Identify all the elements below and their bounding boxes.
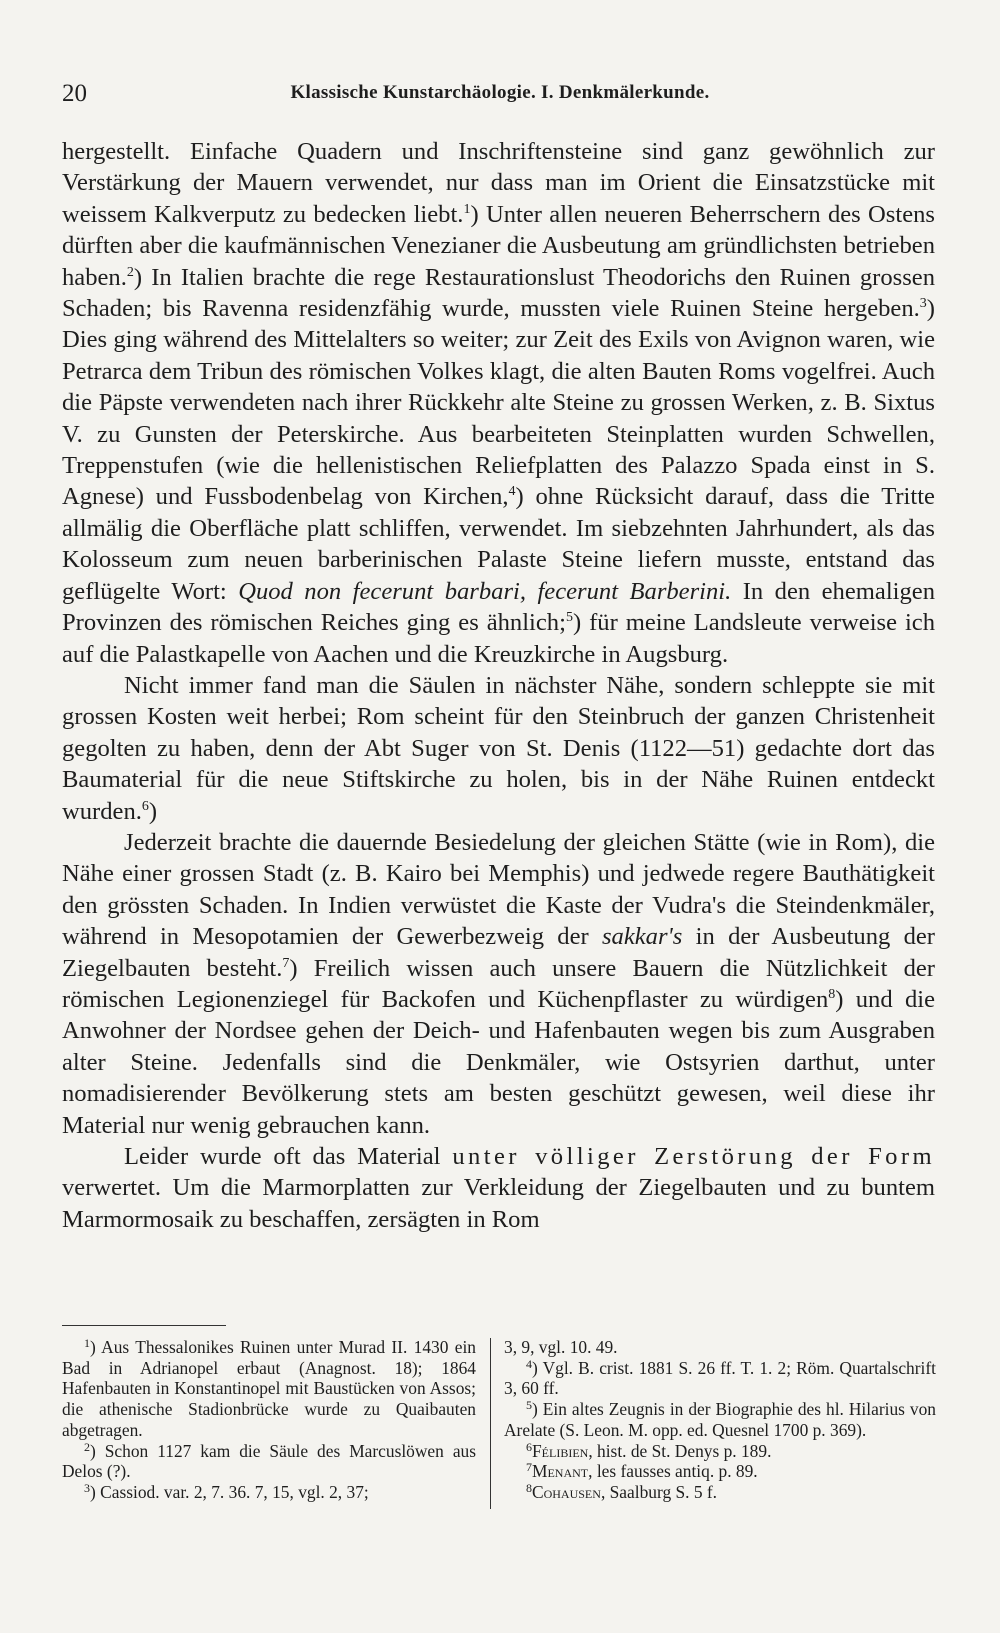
- footnote-2: [62, 1441, 476, 1482]
- text-run: verwertet. Um die Marmorplatten zur Verkleidung der Ziegelbauten und zu buntem Marmormosaik zu beschaffen, zersägten in Rom: [62, 1174, 935, 1233]
- text-run: Leider wurde oft das Material: [124, 1143, 453, 1170]
- footnote-mark: 7: [526, 1460, 532, 1475]
- footnote-text: ) Aus Thessalonikes Ruinen unter Murad II. 1430 ein Bad in Adrianopel erbaut (Anagnost. 18); 1864 Hafenbauten in Konstantinopel mit Baustücken von Assos; die athenische Stadionbrücke wurde zu Quaibauten abgetragen.: [62, 1337, 476, 1440]
- footnote-ref[interactable]: 1: [463, 201, 471, 217]
- footnote-7: [504, 1461, 936, 1482]
- footnote-ref[interactable]: 5: [565, 610, 573, 626]
- spaced-emphasis: unter völliger Zerstörung der Form: [452, 1143, 935, 1170]
- text-run: ) Dies ging während des Mittelalters so weiter; zur Zeit des Exils von Avignon waren, wie Petrarca dem Tribun des römischen Volkes klagt, die alten Bauten Roms vogelfrei. Auch die Päpste verwendeten nach ihrer Rückkehr alte Steine zu grossen Werken, z. B. Sixtus V. zu Gunsten der Peterskirche. Aus bearbeiteten Steinplatten wurden Schwellen, Treppenstufen (wie die hellenistischen Reliefplatten des Palazzo Spada einst in S. Agnese) und Fussbodenbelag von Kirchen,: [62, 295, 935, 511]
- text-run: ) Freilich wissen auch unsere Bauern die Nützlichkeit der römischen Legionenziegel für Backofen und Küchenpflaster zu würdigen: [62, 954, 935, 1013]
- footnote-ref[interactable]: 8: [828, 986, 836, 1002]
- text-run: ) Unter allen neueren Beherrschern des Ostens dürften aber die kaufmännischen Venezianer die Ausbeutung am gründlichsten betrieben haben.: [62, 200, 935, 291]
- latin-quote: Quod non fecerunt barbari, fecerunt Barberini.: [238, 577, 732, 605]
- footnote-column-divider: [490, 1338, 491, 1509]
- footnote-5: [504, 1399, 936, 1440]
- text-run: hergestellt. Einfache Quadern und Inschriftensteine sind ganz gewöhnlich zur Verstärkung der Mauern verwendet, nur dass man im Orient die Einsatzstücke mit weissem Kalkverputz zu bedecken liebt.: [62, 138, 935, 228]
- paragraph-3: [62, 827, 935, 1141]
- footnote-author: Menant: [532, 1461, 589, 1482]
- footnote-text: ) Schon 1127 kam die Säule des Marcuslöwen aus Delos (?).: [62, 1440, 476, 1482]
- footnotes-right-column: [504, 1337, 936, 1503]
- footnote-mark: 6: [526, 1439, 532, 1454]
- footnote-ref[interactable]: 6: [141, 798, 149, 814]
- text-run: Jederzeit brachte die dauernde Besiedelung der gleichen Stätte (wie in Rom), die Nähe einer grossen Stadt (z. B. Kairo bei Memphis) und jedwede regere Bauthätigkeit den grössten Schaden. In Indien verwüstet die Kaste der Vudra's die Steindenkmäler, während in Mesopotamien der Gewerbezweig der: [62, 828, 935, 951]
- text-run: ): [148, 797, 158, 825]
- footnote-6: [504, 1441, 936, 1462]
- page-number: 20: [62, 80, 87, 107]
- footnote-author: Cohausen: [532, 1481, 601, 1502]
- footnote-3: [62, 1482, 476, 1503]
- footnote-1: [62, 1337, 476, 1441]
- footnote-text: ) Cassiod. var. 2, 7. 36. 7, 15, vgl. 2, 37;: [90, 1481, 369, 1502]
- footnote-text: , les fausses antiq. p. 89.: [588, 1461, 758, 1482]
- header-title: Klassische Kunstarchäologie. I. Denkmälerkunde.: [290, 82, 710, 103]
- footnote-ref[interactable]: 2: [126, 264, 134, 280]
- footnote-text: ) Ein altes Zeugnis in der Biographie des hl. Hilarius von Arelate (S. Leon. M. opp. ed. Quesnel 1700 p. 369).: [504, 1399, 936, 1440]
- footnote-text: ) Vgl. B. crist. 1881 S. 26 ff. T. 1. 2; Röm. Quartalschrift 3, 60 ff.: [504, 1357, 936, 1399]
- text-run: ) und die Anwohner der Nordsee gehen der Deich- und Hafenbauten wegen bis zum Ausgraben alter Steine. Jedenfalls sind die Denkmäler, wie Ostsyrien darthut, unter nomadisierender Bevölkerung stets am besten geschützt gewesen, weil diese ihr Material nur wenig gebrauchen kann.: [62, 985, 935, 1139]
- paragraph-2: [62, 670, 935, 827]
- footnote-mark: 3: [84, 1480, 90, 1495]
- footnote-rule: [62, 1325, 226, 1326]
- text-run: Nicht immer fand man die Säulen in nächster Nähe, sondern schleppte sie mit grossen Kosten weit herbei; Rom scheint für den Steinbruch der ganzen Christenheit gegolten zu haben, denn der Abt Suger von St. Denis (1122—51) gedachte dort das Baumaterial für die neue Stiftskirche zu holen, bis in der Nähe Ruinen entdeckt wurden.: [62, 671, 935, 825]
- footnote-ref[interactable]: 4: [508, 484, 516, 500]
- text-run: ) In Italien brachte die rege Restaurationslust Theodorichs den Ruinen grossen Schaden; bis Ravenna residenzfähig wurde, mussten viele Ruinen Steine hergeben.: [62, 263, 935, 323]
- text-run: In den ehemaligen Provinzen des römischen Reiches ging es ähnlich;: [62, 577, 935, 637]
- text-run: ) für meine Landsleute verweise ich auf die Palastkapelle von Aachen und die Kreuzkirche in Augsburg.: [62, 609, 936, 668]
- footnote-author: Félibien: [532, 1440, 589, 1461]
- footnote-mark: 4: [526, 1356, 532, 1371]
- paragraph-4: [62, 1141, 935, 1235]
- main-text: [62, 136, 935, 1235]
- footnote-mark: 1: [84, 1336, 90, 1350]
- footnote-4: [504, 1358, 936, 1399]
- text-run: ) ohne Rücksicht darauf, dass die Tritte allmälig die Oberfläche platt schliffen, verwendet. Im siebzehnten Jahrhundert, als das Kolosseum zum neuen barberinischen Palaste Steine liefern musste, entstand das geflügelte Wort:: [62, 483, 935, 605]
- footnotes-left-column: [62, 1337, 476, 1503]
- running-head: [62, 80, 938, 116]
- footnote-mark: 2: [84, 1439, 90, 1454]
- footnote-8: [504, 1482, 936, 1503]
- paragraph-1: [62, 136, 935, 670]
- text-run: in der Ausbeutung der Ziegelbauten besteht.: [62, 923, 935, 982]
- footnote-text: , Saalburg S. 5 f.: [600, 1481, 718, 1502]
- footnote-ref[interactable]: 3: [919, 296, 927, 312]
- footnote-mark: 5: [526, 1398, 532, 1413]
- footnote-mark: 8: [526, 1480, 532, 1495]
- footnote-ref[interactable]: 7: [282, 955, 290, 971]
- footnote-3-continued: 3, 9, vgl. 10. 49.: [504, 1337, 618, 1357]
- footnote-text: , hist. de St. Denys p. 189.: [588, 1440, 772, 1461]
- italic-term: sakkar's: [601, 923, 683, 951]
